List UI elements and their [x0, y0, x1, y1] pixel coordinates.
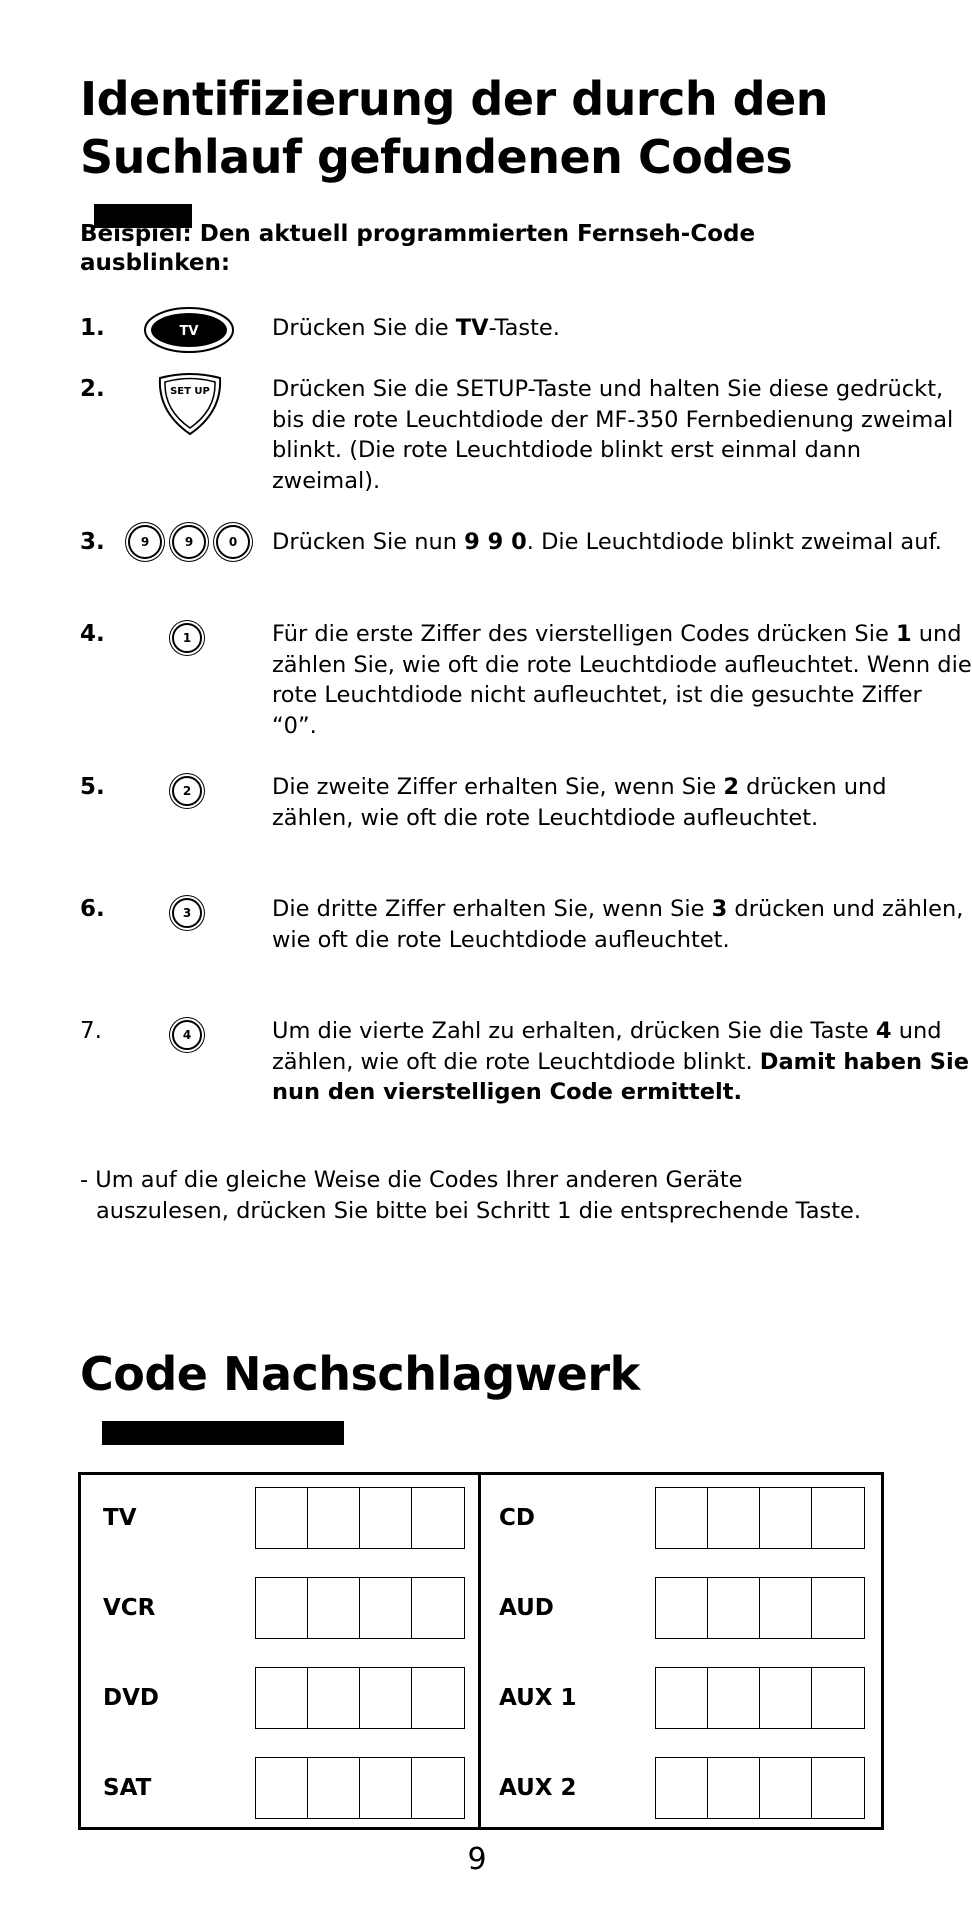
step-text-part: Um die vierte Zahl zu erhalten, drücken Sie die Taste [272, 1018, 876, 1044]
example-subtitle: Beispiel: Den aktuell programmierten Fernseh-Code ausblinken: [80, 221, 756, 276]
code-entry-boxes [655, 1757, 865, 1819]
step-text-bold: 9 9 0 [464, 529, 527, 555]
code-entry-boxes [655, 1577, 865, 1639]
step-text-part: und zählen, wie oft die rote Leuchtdiode blinkt. [272, 1018, 942, 1075]
code-table-left-column [81, 1475, 481, 1827]
code-digit-box [256, 1758, 308, 1818]
code-digit-box [412, 1758, 464, 1818]
code-row [81, 1577, 478, 1639]
code-digit-box [308, 1578, 360, 1638]
step-text [272, 772, 972, 833]
code-row [81, 1667, 478, 1729]
step-text-part: . Die Leuchtdiode blinkt zweimal auf. [526, 529, 942, 555]
code-digit-box [656, 1488, 708, 1548]
code-digit-box [360, 1758, 412, 1818]
code-digit-box [256, 1488, 308, 1548]
step-text-part: drücken und zählen, wie oft die rote Leuchtdiode aufleuchtet. [272, 896, 964, 953]
code-table-right-column [481, 1475, 881, 1827]
setup-button-label: SET UP [170, 386, 210, 397]
setup-button-icon [154, 372, 226, 442]
code-row [481, 1667, 881, 1729]
code-digit-box [360, 1578, 412, 1638]
other-devices-note: - Um auf die gleiche Weise die Codes Ihrer anderen Geräte auszulesen, drücken Sie bitte bei Schritt 1 die entsprechende Taste. [80, 1167, 862, 1224]
code-digit-box [760, 1758, 812, 1818]
code-row [81, 1487, 478, 1549]
code-digit-box [656, 1578, 708, 1638]
code-entry-boxes [655, 1487, 865, 1549]
step-text-part: Drücken Sie die [272, 315, 456, 341]
digit-4-button-icon [172, 1020, 202, 1050]
step-text-bold: TV [455, 315, 489, 341]
digit-9-button-icon: 9 [172, 525, 206, 559]
digit-buttons-group [128, 525, 250, 559]
section-heading-identify-codes [80, 70, 900, 244]
step-number: 6. [80, 896, 105, 922]
step-text-part: Drücken Sie nun [272, 529, 465, 555]
digit-button: 4 [172, 1020, 202, 1050]
code-digit-box [708, 1578, 760, 1638]
step-text-bold: 1 [895, 621, 912, 647]
device-label: VCR [103, 1595, 156, 1621]
step-text-part: Die dritte Ziffer erhalten Sie, wenn Sie [272, 896, 712, 922]
digit-3-button-icon [172, 898, 202, 928]
step-text [272, 619, 972, 741]
step-number: 3. [80, 529, 105, 555]
step-text-bold: 4 [875, 1018, 892, 1044]
code-reference-table [78, 1472, 884, 1830]
step-text-bold: Damit haben Sie nun den vierstelligen Code ermittelt. [272, 1048, 969, 1105]
code-digit-box [256, 1578, 308, 1638]
digit-9-button-icon: 9 [128, 525, 162, 559]
code-digit-box [760, 1488, 812, 1548]
heading-line-2: Suchlauf gefundenen Codes [80, 130, 793, 184]
step-text-part: Für die erste Ziffer des vierstelligen Codes drücken Sie [272, 621, 896, 647]
code-digit-box [708, 1488, 760, 1548]
step-text [272, 527, 972, 558]
code-digit-box [760, 1668, 812, 1728]
device-label: CD [499, 1505, 535, 1531]
code-digit-box [308, 1488, 360, 1548]
digit-2-button-icon [172, 776, 202, 806]
code-digit-box [812, 1488, 864, 1548]
step-text [272, 313, 972, 344]
step-text-bold: 3 [711, 896, 728, 922]
step-text-part: -Taste. [488, 315, 560, 341]
code-digit-box [308, 1758, 360, 1818]
code-digit-box [812, 1758, 864, 1818]
device-label: AUD [499, 1595, 554, 1621]
device-label: AUX 1 [499, 1685, 577, 1711]
step-number: 2. [80, 376, 105, 402]
code-entry-boxes [255, 1757, 465, 1819]
step-text-bold: 2 [723, 774, 739, 800]
code-row [481, 1577, 881, 1639]
step-text-part: drücken und zählen, wie oft die rote Leuchtdiode aufleuchtet. [272, 774, 887, 831]
heading-line-1: Identifizierung der durch den [80, 72, 828, 126]
step-text [272, 894, 972, 955]
code-digit-box [360, 1488, 412, 1548]
code-digit-box [412, 1488, 464, 1548]
code-row [81, 1757, 478, 1819]
code-digit-box [412, 1578, 464, 1638]
device-label: TV [103, 1505, 137, 1531]
device-label: DVD [103, 1685, 159, 1711]
digit-button: 1 [172, 623, 202, 653]
code-entry-boxes [655, 1667, 865, 1729]
step-text-part: und zählen Sie, wie oft die rote Leuchtdiode aufleuchtet. Wenn die rote Leuchtdiode nicht aufleuchtet, ist die gesuchte Ziffer “0”. [272, 621, 972, 739]
page-number: 9 [467, 1842, 487, 1877]
digit-1-button-icon [172, 623, 202, 653]
code-row [481, 1487, 881, 1549]
step-number: 7. [80, 1018, 102, 1044]
code-digit-box [708, 1758, 760, 1818]
code-digit-box [412, 1668, 464, 1728]
code-digit-box [760, 1578, 812, 1638]
step-text-part: Die zweite Ziffer erhalten Sie, wenn Sie [272, 774, 724, 800]
step-text: Drücken Sie die SETUP-Taste und halten Sie diese gedrückt, bis die rote Leuchtdiode der MF-350 Fernbedienung zweimal blinkt. (Die rote Leuchtdiode blinkt erst einmal dann zweimal). [272, 376, 954, 494]
code-digit-box [656, 1758, 708, 1818]
code-digit-box [812, 1578, 864, 1638]
digit-button: 3 [172, 898, 202, 928]
digit-0-button-icon: 0 [216, 525, 250, 559]
section-heading-code-reference [80, 1345, 900, 1461]
code-entry-boxes [255, 1667, 465, 1729]
code-digit-box [812, 1668, 864, 1728]
device-label: SAT [103, 1775, 152, 1801]
code-entry-boxes [255, 1577, 465, 1639]
code-row [481, 1757, 881, 1819]
tv-button-label: TV [179, 324, 199, 339]
step-number: 1. [80, 315, 105, 341]
code-digit-box [708, 1668, 760, 1728]
code-digit-box [360, 1668, 412, 1728]
code-digit-box [656, 1668, 708, 1728]
step-number: 4. [80, 621, 105, 647]
heading-text: Code Nachschlagwerk [80, 1347, 640, 1401]
code-entry-boxes [255, 1487, 465, 1549]
tv-button-icon [142, 305, 236, 359]
step-text [272, 1016, 972, 1108]
step-number: 5. [80, 774, 105, 800]
digit-button: 2 [172, 776, 202, 806]
code-digit-box [308, 1668, 360, 1728]
heading-bar-decoration [102, 1421, 344, 1445]
device-label: AUX 2 [499, 1775, 577, 1801]
code-digit-box [256, 1668, 308, 1728]
